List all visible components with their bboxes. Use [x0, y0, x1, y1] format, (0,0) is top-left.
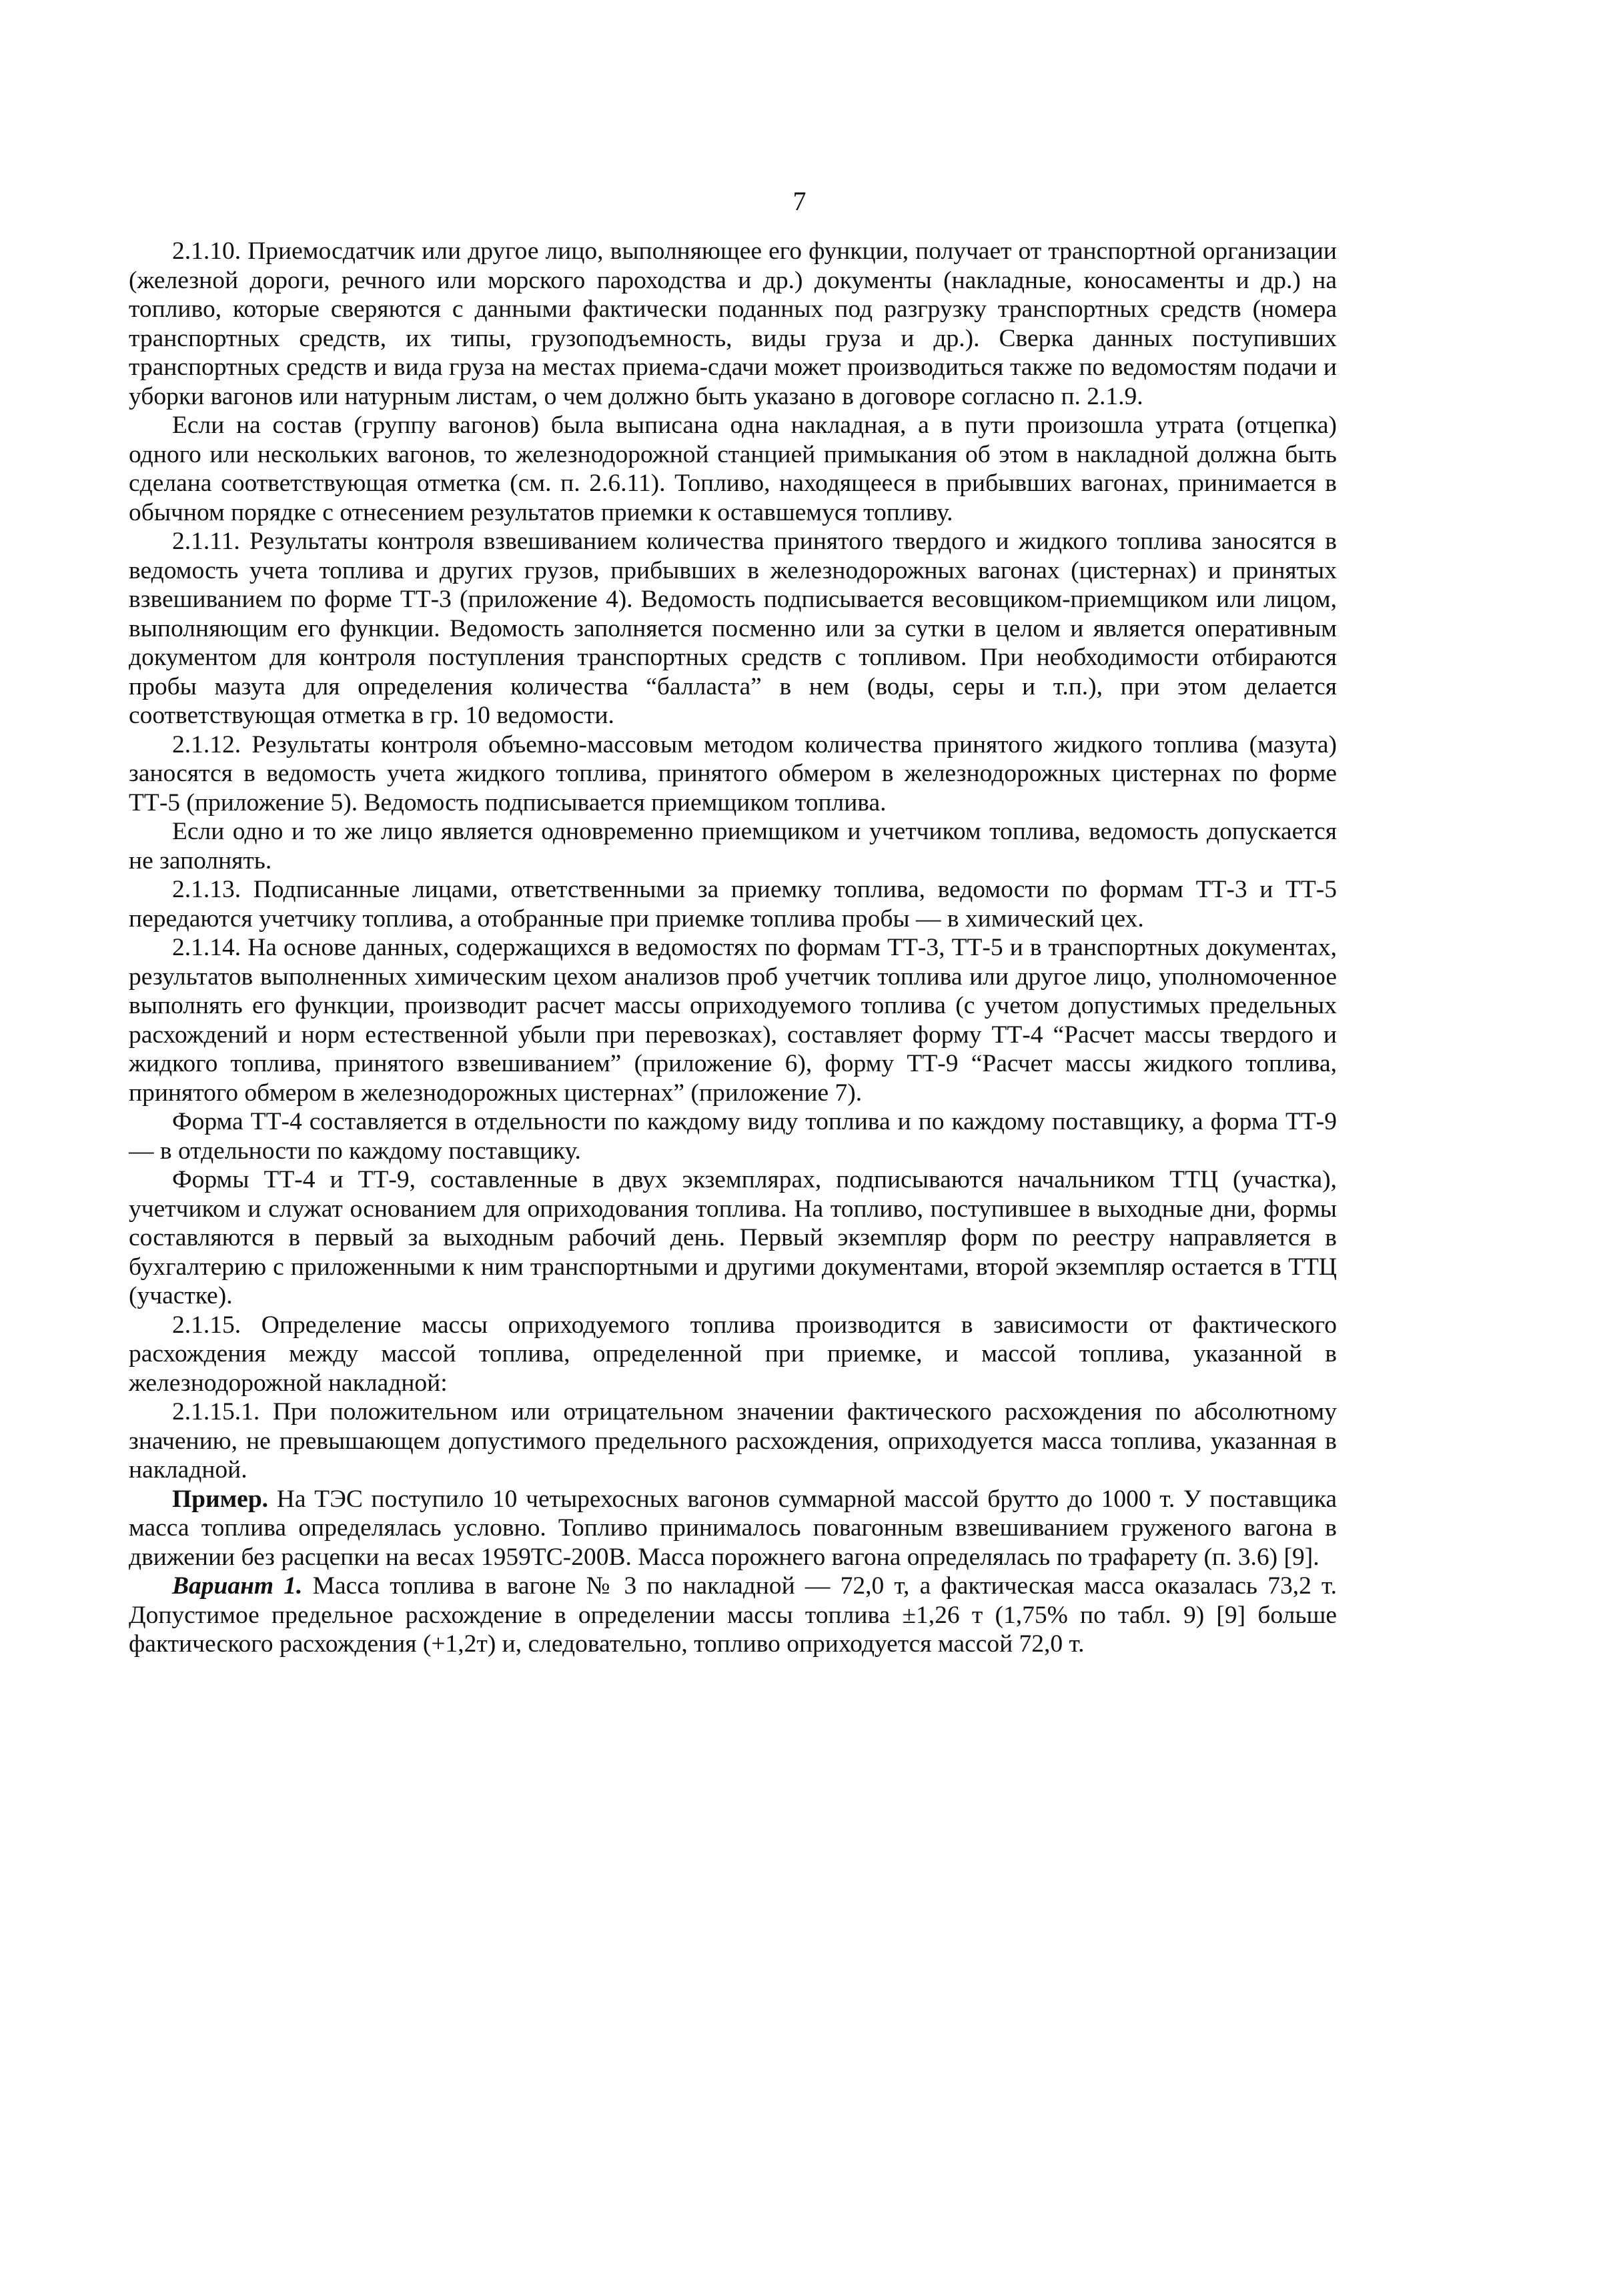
paragraph	[129, 875, 1337, 933]
paragraph	[129, 730, 1337, 818]
paragraph-text: 2.1.15. Определение массы оприходуемого топлива производится в зависимости от фактического расхождения между массой топлива, определенной при приемке, и массой топлива, указанной в железнодорожной накладной:	[129, 1311, 1337, 1397]
paragraph-text: Форма ТТ-4 составляется в отдельности по каждому виду топлива и по каждому поставщику, а форма ТТ-9 — в отдельности по каждому поставщику.	[129, 1108, 1337, 1165]
paragraph	[129, 1485, 1337, 1572]
emphasis-text: Пример.	[172, 1485, 269, 1513]
paragraph	[129, 527, 1337, 730]
paragraph-text: 2.1.13. Подписанные лицами, ответственными за приемку топлива, ведомости по формам ТТ-3 и ТТ-5 передаются учетчику топлива, а отобранные при приемке топлива пробы — в химический цех.	[129, 876, 1337, 933]
emphasis-text: Вариант 1.	[172, 1572, 303, 1600]
paragraph-text: Если одно и то же лицо является одновременно приемщиком и учетчиком топлива, ведомость допускается не заполнять.	[129, 818, 1337, 875]
paragraph-text: На ТЭС поступило 10 четырехосных вагонов суммарной массой брутто до 1000 т. У поставщика масса топлива определялась условно. Топливо принималось повагонным взвешиванием груженого вагона в движении без расцепки на весах 1959ТС-200В. Масса порожнего вагона определялась по трафарету (п. 3.6) [9].	[129, 1485, 1337, 1571]
paragraph	[129, 1397, 1337, 1485]
document-body	[129, 237, 1337, 1659]
paragraph	[129, 411, 1337, 527]
paragraph	[129, 1311, 1337, 1398]
paragraph-text: Масса топлива в вагоне № 3 по накладной — 72,0 т, а фактическая масса оказалась 73,2 т. Допустимое предельное расхождение в определении массы топлива ±1,26 т (1,75% по табл. 9) [9] больше фактического расхождения (+1,2т) и, следовательно, топливо оприходуется массой 72,0 т.	[129, 1572, 1337, 1658]
paragraph-text: Формы ТТ-4 и ТТ-9, составленные в двух экземплярах, подписываются начальником ТТЦ (участка), учетчиком и служат основанием для оприходования топлива. На топливо, поступившее в выходные дни, формы составляются в первый за выходным рабочий день. Первый экземпляр форм по реестру направляется в бухгалтерию с приложенными к ним транспортными и другими документами, второй экземпляр остается в ТТЦ (участке).	[129, 1166, 1337, 1309]
paragraph	[129, 933, 1337, 1107]
paragraph	[129, 1165, 1337, 1311]
paragraph	[129, 1572, 1337, 1659]
paragraph	[129, 1107, 1337, 1165]
paragraph-text: 2.1.15.1. При положительном или отрицательном значении фактического расхождения по абсолютному значению, не превышающем допустимого предельного расхождения, оприходуется масса топлива, указанная в накладной.	[129, 1398, 1337, 1484]
paragraph-text: 2.1.12. Результаты контроля объемно-массовым методом количества принятого жидкого топлива (мазута) заносятся в ведомость учета жидкого топлива, принятого обмером в железнодорожных цистернах по форме ТТ-5 (приложение 5). Ведомость подписывается приемщиком топлива.	[129, 730, 1337, 816]
page-number: 7	[792, 186, 807, 216]
paragraph	[129, 817, 1337, 875]
paragraph-text: 2.1.11. Результаты контроля взвешиванием количества принятого твердого и жидкого топлива заносятся в ведомость учета топлива и других грузов, прибывших в железнодорожных вагонах (цистернах) и принятых взвешиванием по форме ТТ-3 (приложение 4). Ведомость подписывается весовщиком-приемщиком или лицом, выполняющим его функции. Ведомость заполняется посменно или за сутки в целом и является оперативным документом для контроля поступления транспортных средств с топливом. При необходимости отбираются пробы мазута для определения количества “балласта” в нем (воды, серы и т.п.), при этом делается соответствующая отметка в гр. 10 ведомости.	[129, 528, 1337, 729]
paragraph-text: 2.1.10. Приемосдатчик или другое лицо, выполняющее его функции, получает от транспортной организации (железной дороги, речного или морского пароходства и др.) документы (накладные, коносаменты и др.) на топливо, которые сверяются с данными фактически поданных под разгрузку транспортных средств (номера транспортных средств, их типы, грузоподъемность, виды груза и др.). Сверка данных поступивших транспортных средств и вида груза на местах приема-сдачи может производиться также по ведомостям подачи и уборки вагонов или натурным листам, о чем должно быть указано в договоре согласно п. 2.1.9.	[129, 237, 1337, 410]
paragraph	[129, 237, 1337, 411]
paragraph-text: 2.1.14. На основе данных, содержащихся в ведомостях по формам ТТ-3, ТТ-5 и в транспортных документах, результатов выполненных химическим цехом анализов проб учетчик топлива или другое лицо, уполномоченное выполнять его функции, производит расчет массы оприходуемого топлива (с учетом допустимых предельных расхождений и норм естественной убыли при перевозках), составляет форму ТТ-4 “Расчет массы твердого и жидкого топлива, принятого взвешиванием” (приложение 6), форму ТТ-9 “Расчет массы жидкого топлива, принятого обмером в железнодорожных цистернах” (приложение 7).	[129, 934, 1337, 1107]
paragraph-text: Если на состав (группу вагонов) была выписана одна накладная, а в пути произошла утрата (отцепка) одного или нескольких вагонов, то железнодорожной станцией примыкания об этом в накладной должна быть сделана соответствующая отметка (см. п. 2.6.11). Топливо, находящееся в прибывших вагонах, принимается в обычном порядке с отнесением результатов приемки к оставшемуся топливу.	[129, 412, 1337, 526]
